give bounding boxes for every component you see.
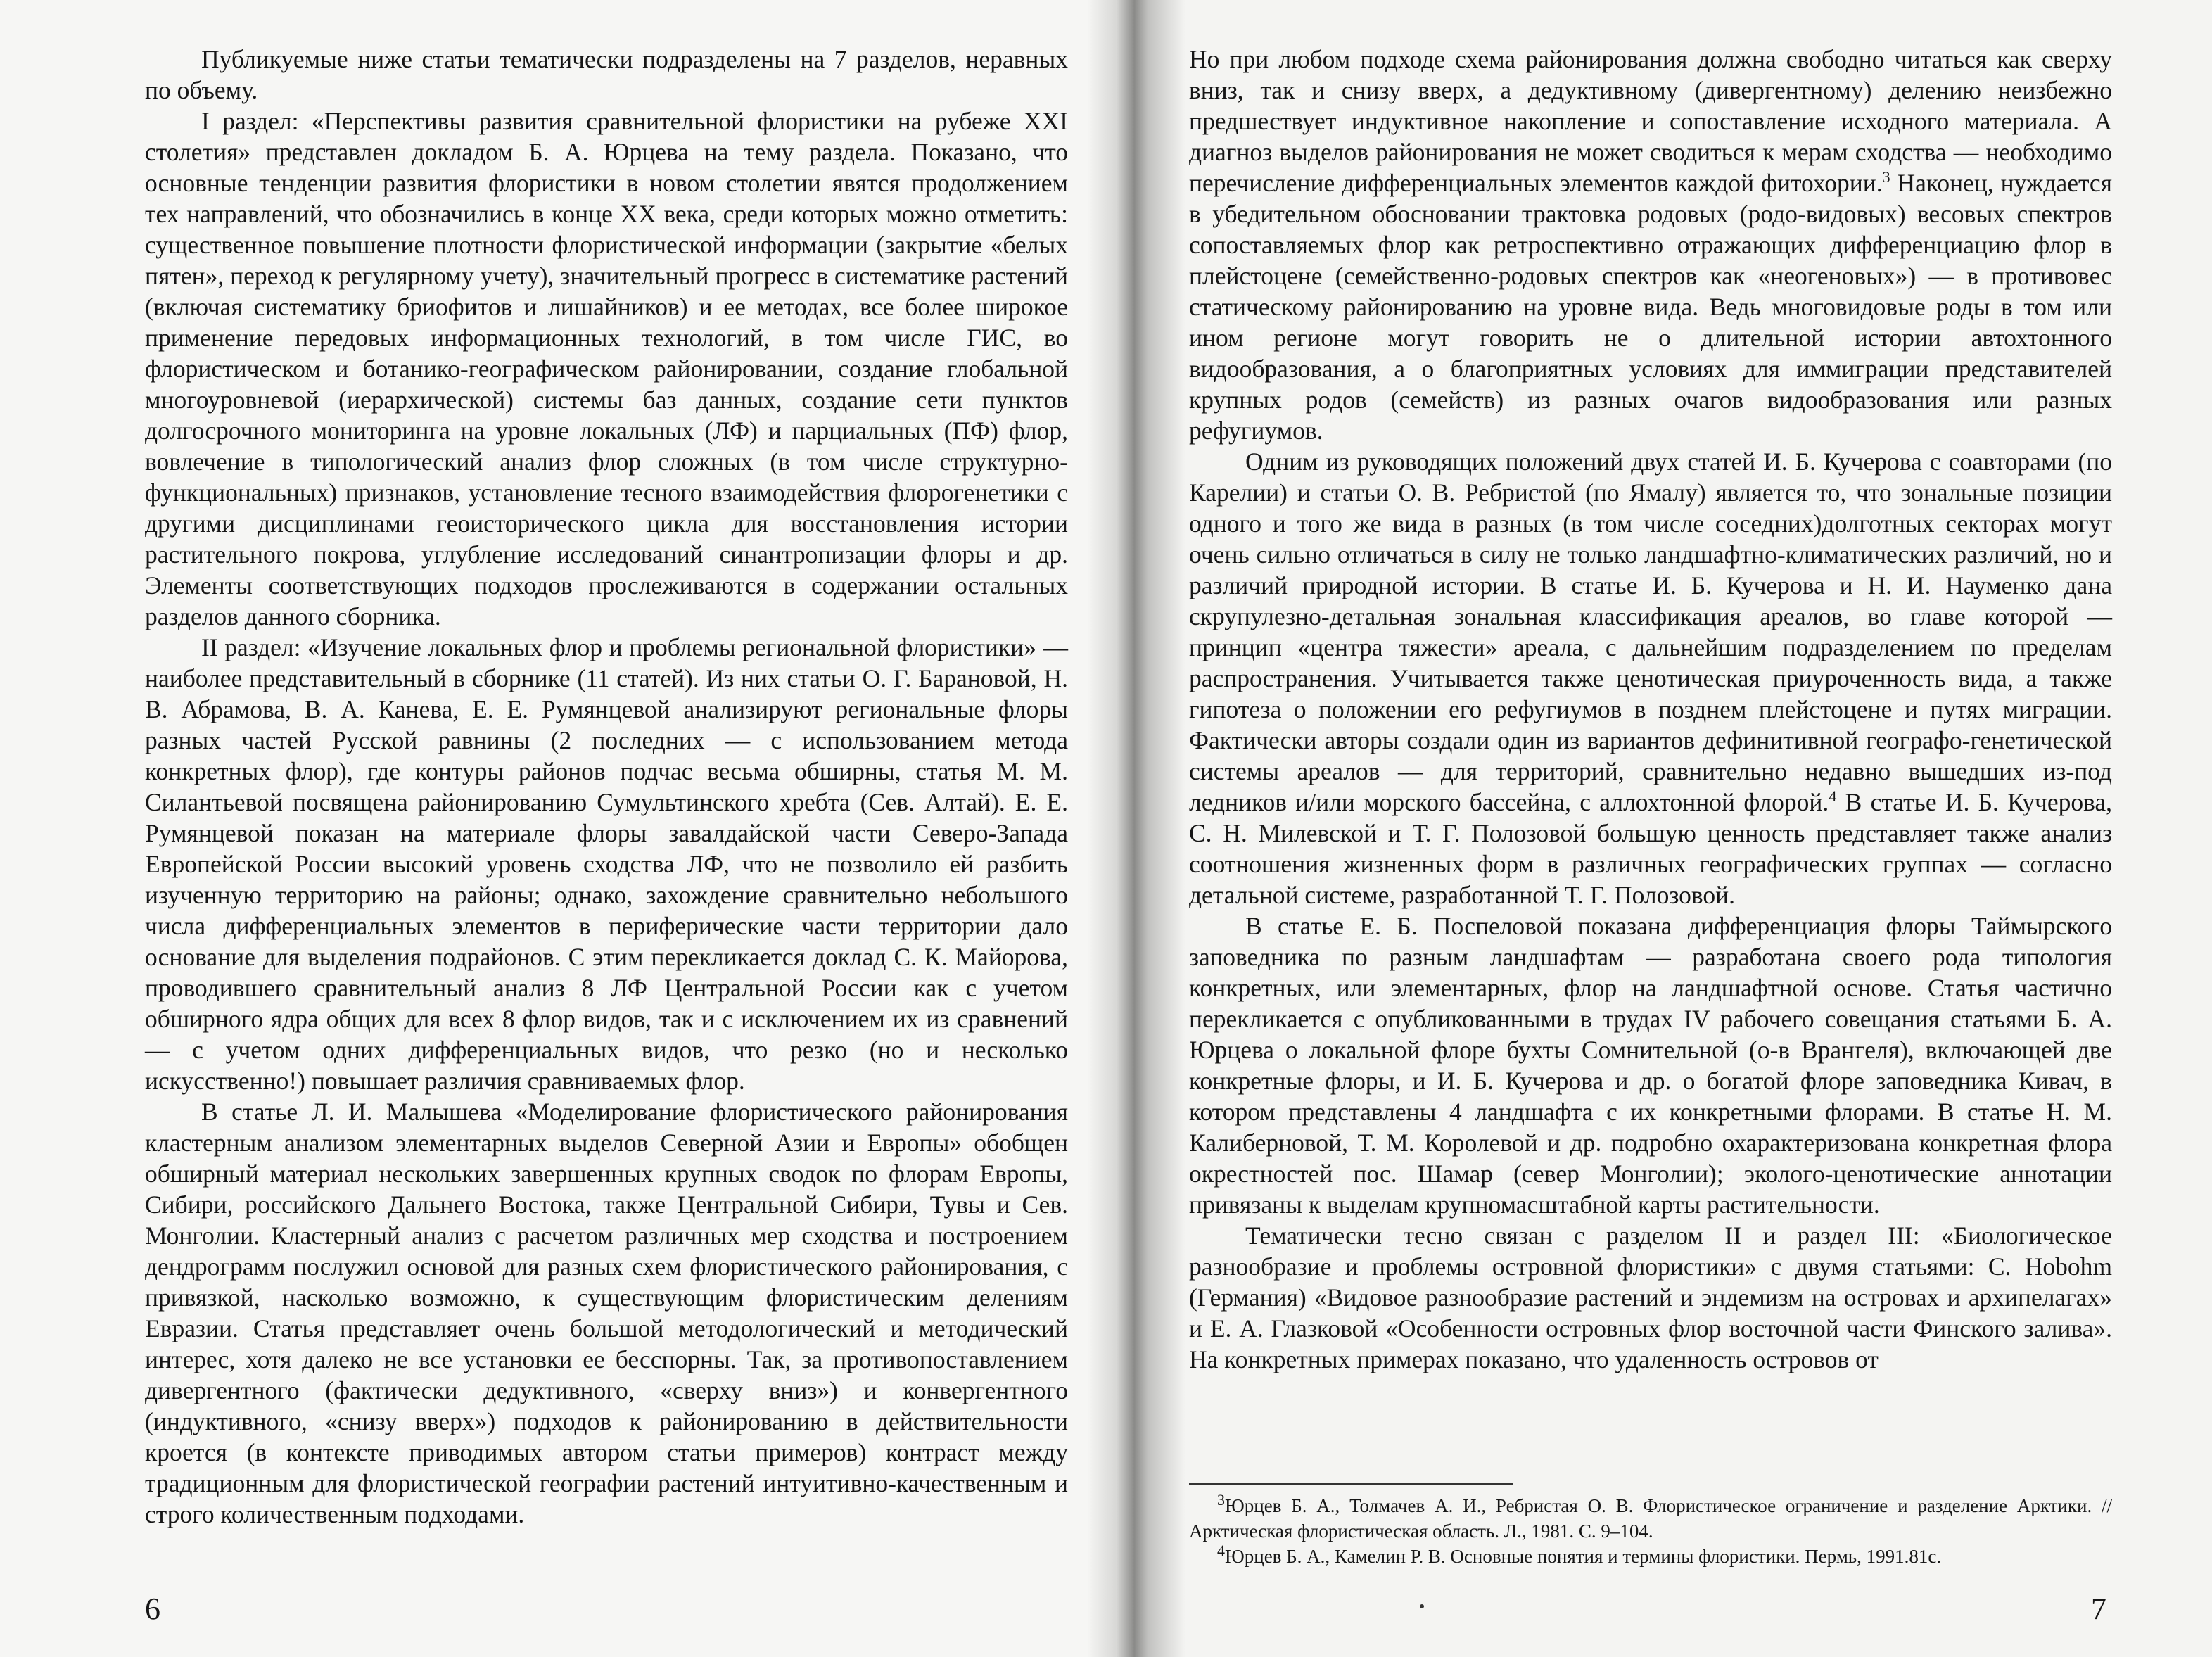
footnote-4 [1189,1544,2112,1569]
right-page-text [1189,44,2112,1375]
right-paragraph-4: Тематически тесно связан с разделом II и раздел III: «Биологическое разнообразие и проблемы островной флористики» с двумя статьями: C. Hobohm (Германия) «Видовое разнообразие растений и эндемизм на островах и архипелагах» и Е. А. Глазковой «Особенности островных флор восточной части Финского залива». На конкретных примерах показано, что удаленность островов от [1189,1221,2112,1373]
right-paragraph-1 [1189,44,2112,446]
footnote-3 [1189,1493,2112,1544]
footnote-ref-4: 4 [1829,787,1837,806]
footnote-3-mark: 3 [1217,1491,1225,1509]
footnote-divider [1189,1483,1513,1485]
footnotes [1189,1493,2112,1569]
print-speck [1420,1604,1424,1608]
right-paragraph-2-text: Одним из руководящих положений двух статей И. Б. Кучерова с соавторами (по Карелии) и статьи О. В. Ребристой (по Ямалу) является то, что зональные позиции одного и того же вида в разных (в том числе соседних)долготных секторах могут очень сильно отличаться в силу не только ландшафтно-климатических различий, но и различий природной истории. В статье И. Б. Кучерова и Н. И. Науменко дана скрупулезно-детальная зональная классификация ареалов, во главе которой — принцип «центра тяжести» ареала, с дальнейшим подразделением по пределам распространения. Учитывается также ценотическая приуроченность вида, а также гипотеза о положении его рефугиумов в позднем плейстоцене и путях миграции. Фактически авторы создали один из вариантов дефинитивной географо-генетической системы ареалов — для территорий, сравнительно недавно вышедших из-под ледников и/или морского бассейна, с аллохтонной флорой. [1189,447,2112,816]
left-paragraph-4: В статье Л. И. Малышева «Моделирование флористического районирования кластерным анализом элементарных выделов Северной Азии и Европы» обобщен обширный материал нескольких завершенных крупных сводок по флорам Европы, Сибири, российского Дальнего Востока, также Центральной Сибири, Тувы и Сев. Монголии. Кластерный анализ с расчетом различных мер сходства и построением дендрограмм послужил основой для разных схем флористического районирования, с привязкой, насколько возможно, к существующим флористическим делениям Евразии. Статья представляет очень большой методологический и методический интерес, хотя далеко не все установки ее бесспорны. Так, за противопоставлением дивергентного (фактически дедуктивного, «сверху вниз») и конвергентного (индуктивного, «снизу вверх») подходов к районированию в действительности кроется (в контексте приводимых автором статьи примеров) контраст между традиционным для флористической географии растений интуитивно-качественным и строго количественным подходами. [145,1098,1068,1528]
page-number-right: 7 [2091,1592,2106,1626]
left-paragraph-3: II раздел: «Изучение локальных флор и проблемы региональной флористики» — наиболее представительный в сборнике (11 статей). Из них статьи О. Г. Барановой, Н. В. Абрамова, В. А. Канева, Е. Е. Румянцевой анализируют региональные флоры разных частей Русской равнины (2 последних — с использованием метода конкретных флор), где контуры районов подчас весьма обширны, статья М. М. Силантьевой посвящена районированию Сумультинского хребта (Сев. Алтай). Е. Е. Румянцевой показан на материале флоры завалдайской части Северо-Запада Европейской России высокий уровень сходства ЛФ, что не позволило ей разбить изученную территорию на районы; однако, захождение сравнительно небольшого числа дифференциальных элементов в периферические части территории дало основание для выделения подрайонов. С этим перекликается доклад С. К. Майорова, проводившего сравнительный анализ 8 ЛФ Центральной России как с учетом обширного ядра общих для всех 8 флор видов, так и с исключением их из сравнений — с учетом одних дифференциальных видов, что резко (но и несколько искусственно!) повышает различия сравниваемых флор. [145,633,1068,1095]
footnote-3-text: Юрцев Б. А., Толмачев А. И., Ребристая О. В. Флористическое ограничение и разделение Арктики. // Арктическая флористическая область. Л., 1981. С. 9–104. [1189,1495,2112,1542]
right-paragraph-2 [1189,446,2112,910]
footnote-4-mark: 4 [1217,1542,1225,1559]
page-number-left: 6 [145,1592,160,1626]
footnote-4-text: Юрцев Б. А., Камелин Р. В. Основные понятия и термины флористики. Пермь, 1991.81с. [1225,1546,1942,1567]
left-paragraph-1: Публикуемые ниже статьи тематически подразделены на 7 разделов, неравных по объему. [145,45,1068,104]
right-paragraph-1-cont: Наконец, нуждается в убедительном обосновании трактовка родовых (родо-видовых) весовых спектров сопоставляемых флор как ретроспективно отражающих дифференциацию флор в плейстоцене (семейственно-родовых спектров как «неогеновых») — в противовес статическому районированию на уровне вида. Ведь многовидовые роды в том или ином регионе могут говорить не о длительной истории автохтонного видообразования, а о благоприятных условиях для иммиграции представителей крупных родов (семейств) из разных очагов видообразования или разных рефугиумов. [1189,169,2112,445]
left-page-text [145,44,1068,1530]
right-paragraph-1-text: Но при любом подходе схема районирования должна свободно читаться как сверху вниз, так и снизу вверх, а дедуктивному (дивергентному) делению неизбежно предшествует индуктивное накопление и сопоставление исходного материала. А диагноз выделов районирования не может сводиться к мерам сходства — необходимо перечисление дифференциальных элементов каждой фитохории. [1189,45,2112,197]
right-paragraph-3: В статье Е. Б. Поспеловой показана дифференциация флоры Таймырского заповедника по разным ландшафтам — разработана своего рода типология конкретных, или элементарных, флор на ландшафтной основе. Статья частично перекликается с опубликованными в трудах IV рабочего совещания статьями Б. А. Юрцева о локальной флоре бухты Сомнительной (о-в Врангеля), включающей две конкретные флоры, и И. Б. Кучерова и др. о богатой флоре заповедника Кивач, в котором представлены 4 ландшафта с их конкретными флорами. В статье Н. М. Калиберновой, Т. М. Королевой и др. подробно охарактеризована конкретная флора окрестностей пос. Шамар (север Монголии); эколого-ценотические аннотации привязаны к выделам крупномасштабной карты растительности. [1189,912,2112,1219]
left-paragraph-2: I раздел: «Перспективы развития сравнительной флористики на рубеже XXI столетия» представлен докладом Б. А. Юрцева на тему раздела. Показано, что основные тенденции развития флористики в новом столетии явятся продолжением тех направлений, что обозначились в конце XX века, среди которых можно отметить: существенное повышение плотности флористической информации (закрытие «белых пятен», переход к регулярному учету), значительный прогресс в систематике растений (включая систематику бриофитов и лишайников) и ее методах, все более широкое применение передовых информационных технологий, в том числе ГИС, во флористическом и ботанико-географическом районировании, создание глобальной многоуровневой (иерархической) системы баз данных, создание сети пунктов долгосрочного мониторинга на уровне локальных (ЛФ) и парциальных (ПФ) флор, вовлечение в типологический анализ флор сложных (в том числе структурно-функциональных) признаков, установление тесного взаимодействия флорогенетики с другими дисциплинами геоисторического цикла для восстановления истории растительного покрова, углубление исследований синантропизации флоры и др. Элементы соответствующих подходов прослеживаются в содержании остальных разделов данного сборника. [145,107,1068,630]
footnote-ref-3: 3 [1882,168,1890,186]
right-paragraph-2-cont: В статье И. Б. Кучерова, С. Н. Милевской и Т. Г. Полозовой большую ценность представляет также анализ соотношения жизненных форм в различных географических группах — согласно детальной системе, разработанной Т. Г. Полозовой. [1189,788,2113,909]
